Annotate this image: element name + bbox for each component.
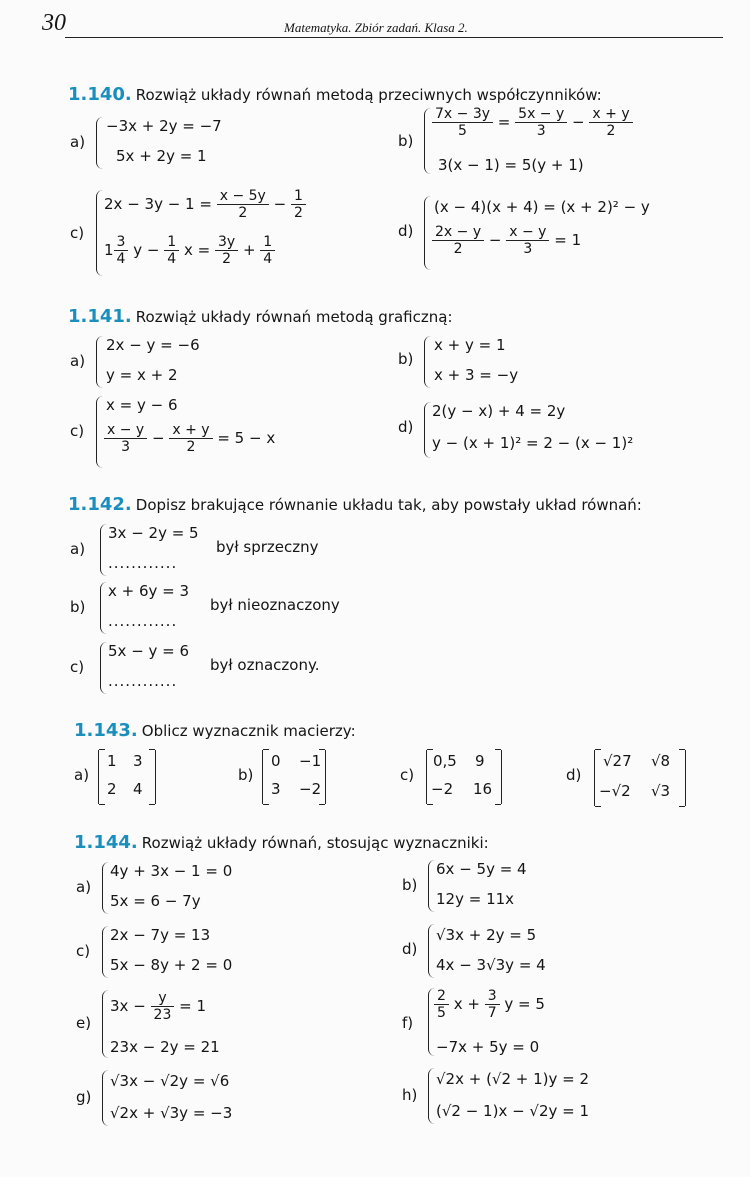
system-brace [424,402,431,458]
equation-2: 23x − 2y = 21 [110,1038,220,1056]
equation-2: −7x + 5y = 0 [436,1038,540,1056]
running-header: Matematyka. Zbiór zadań. Klasa 2. [284,20,468,35]
system-1-140-a [70,113,370,173]
problem-number: 1.142. [68,494,132,515]
matrix-1-143-c [400,748,510,808]
equation-2: 4x − 3√3y = 4 [436,956,546,974]
fraction: $\frac{2}{5}$ [434,988,449,1021]
fraction: $\frac{x + y}{2}$ [169,422,212,455]
item-label: b) [398,350,414,368]
system-brace [102,990,109,1058]
equation-2: 3(x − 1) = 5(y + 1) [438,156,584,174]
equation-1: 3x − 2y = 5 [108,524,199,542]
equation-2: 5x + 2y = 1 [116,147,207,165]
equation-2: y − (x + 1)² = 2 − (x − 1)² [432,434,634,452]
system-brace [96,396,103,468]
system-brace [428,924,435,978]
matrix-brackets: 0,5 9 −2 16 [426,750,502,804]
system-1-141-b [398,334,698,390]
problem-1-141-heading [68,306,453,327]
equation-1: √3x − √2y = √6 [110,1072,230,1090]
item-label: a) [70,133,86,151]
equation-1: √3x + 2y = 5 [436,926,537,944]
item-label: c) [70,658,85,676]
system-1-140-d [398,194,728,274]
system-1-140-b [398,106,728,178]
problem-text: Rozwiąż układy równań metodą przeciwnych współczynników: [135,86,602,104]
problem-1-142-heading [68,494,642,515]
system-brace [102,862,109,914]
system-1-144-f [402,986,702,1058]
equation-1: 2x − y = −6 [106,336,200,354]
system-1-140-c [70,188,380,278]
item-label: b) [402,876,418,894]
system-1-142-a [70,522,410,578]
item-label: e) [76,1014,92,1032]
missing-equation-dots: ............ [108,672,178,690]
item-label: c) [70,422,85,440]
fraction: $\frac{3}{4}$ [114,234,129,267]
item-label: c) [70,224,85,242]
item-label: b) [70,598,86,616]
system-brace [424,336,431,388]
fraction: $\frac{3}{7}$ [485,988,500,1021]
equation-1: 5x − y = 6 [108,642,190,660]
system-1-144-b [402,858,702,914]
equation-1: $\frac{7x - 3y}{5}$ = $\frac{5x - y}{3}$ − $\frac{x + y}{2}$ [432,106,633,139]
problem-text: Oblicz wyznacznik macierzy: [141,722,356,740]
system-brace [96,117,103,169]
system-brace [96,336,103,388]
equation-1: 4y + 3x − 1 = 0 [110,862,233,880]
item-label: b) [398,132,414,150]
equation-2: y = x + 2 [106,366,178,384]
matrix-brackets: √27 √8 −√2 √3 [594,750,686,806]
fraction: $\frac{1}{2}$ [291,188,306,221]
system-brace [100,582,107,634]
missing-equation-dots: ............ [108,554,178,572]
system-1-144-d [402,922,702,980]
equation-2: √2x + √3y = −3 [110,1104,233,1122]
item-label: a) [70,352,86,370]
missing-equation-dots: ............ [108,612,178,630]
problem-number: 1.144. [74,832,138,853]
system-brace [428,1068,435,1124]
problem-text: Dopisz brakujące równanie układu tak, aby powstały układ równań: [135,496,642,514]
item-label: h) [402,1086,418,1104]
item-label: d) [402,940,418,958]
equation-2: x + 3 = −y [434,366,519,384]
system-1-144-g [76,1068,376,1128]
fraction: $\frac{x - y}{3}$ [104,422,147,455]
condition-text: był sprzeczny [216,538,319,556]
system-1-141-a [70,334,370,390]
matrix-brackets: 0 −1 3 −2 [262,750,326,804]
fraction: $\frac{1}{4}$ [164,234,179,267]
fraction: $\frac{y}{23}$ [151,990,175,1023]
item-label: d) [398,222,414,240]
system-1-144-h [402,1066,722,1126]
header-rule [65,37,723,38]
equation-1: $\frac{2}{5}$ x + $\frac{3}{7}$ y = 5 [434,988,545,1021]
problem-1-144-heading [74,832,489,853]
equation-1: 2x − 3y − 1 = $\frac{x - 5y}{2}$ − $\frac{1}{2}$ [104,188,306,221]
problem-text: Rozwiąż układy równań metodą graficzną: [135,308,453,326]
problem-number: 1.140. [68,84,132,105]
page-number: 30 [42,10,66,36]
fraction: $\frac{x - 5y}{2}$ [217,188,269,221]
equation-1: √2x + (√2 + 1)y = 2 [436,1070,590,1088]
system-brace [424,108,431,174]
item-label: a) [74,766,90,784]
equation-2: $\frac{2x - y}{2}$ − $\frac{x - y}{3}$ = 1 [432,224,581,257]
system-1-144-a [76,860,376,916]
item-label: c) [76,942,91,960]
fraction: $\frac{2x - y}{2}$ [432,224,484,257]
item-label: a) [76,878,92,896]
problem-text: Rozwiąż układy równań, stosując wyznaczniki: [141,834,489,852]
matrix-1-143-b [238,748,338,808]
fraction: $\frac{x + y}{2}$ [589,106,632,139]
item-label: b) [238,766,254,784]
system-1-142-c [70,640,410,696]
item-label: d) [566,766,582,784]
item-label: c) [400,766,415,784]
fraction: $\frac{1}{4}$ [260,234,275,267]
equation-2: 1 $\frac{3}{4}$ y − $\frac{1}{4}$ x = $\frac{3y}{2}$ + $\frac{1}{4}$ [104,234,275,267]
equation-1: x + 6y = 3 [108,582,190,600]
system-1-141-d [398,400,728,460]
fraction: $\frac{x - y}{3}$ [506,224,549,257]
system-brace [100,642,107,694]
system-brace [96,190,103,276]
item-label: f) [402,1014,414,1032]
equation-2: 5x = 6 − 7y [110,892,201,910]
equation-1: x + y = 1 [434,336,506,354]
system-1-141-c [70,394,380,470]
system-brace [424,196,431,270]
system-1-142-b [70,580,410,636]
condition-text: był nieoznaczony [210,596,340,614]
system-1-144-c [76,924,376,980]
system-brace [102,1070,109,1126]
matrix-brackets: 1 3 2 4 [98,750,156,804]
equation-2: (√2 − 1)x − √2y = 1 [436,1102,590,1120]
system-brace [100,524,107,576]
item-label: a) [70,540,86,558]
system-brace [102,926,109,978]
item-label: d) [398,418,414,436]
matrix-1-143-a [74,748,164,808]
equation-2: 5x − 8y + 2 = 0 [110,956,233,974]
system-brace [428,860,435,912]
problem-1-143-heading [74,720,356,741]
fraction: $\frac{7x - 3y}{5}$ [432,106,493,139]
equation-2: $\frac{x - y}{3}$ − $\frac{x + y}{2}$ = 5 − x [104,422,275,455]
problem-1-140-heading [68,84,602,105]
problem-number: 1.141. [68,306,132,327]
equation-1: 3x − $\frac{y}{23}$ = 1 [110,990,207,1024]
equation-1: −3x + 2y = −7 [106,117,222,135]
equation-2: 12y = 11x [436,890,515,908]
equation-1: 2(y − x) + 4 = 2y [432,402,566,420]
problem-number: 1.143. [74,720,138,741]
equation-1: 2x − 7y = 13 [110,926,211,944]
condition-text: był oznaczony. [210,656,320,674]
system-1-144-e [76,988,376,1060]
fraction: $\frac{3y}{2}$ [215,234,238,267]
fraction: $\frac{5x - y}{3}$ [515,106,567,139]
matrix-1-143-d [566,748,696,810]
equation-1: 6x − 5y = 4 [436,860,527,878]
item-label: g) [76,1088,92,1106]
equation-1: x = y − 6 [106,396,178,414]
equation-1: (x − 4)(x + 4) = (x + 2)² − y [434,198,650,216]
